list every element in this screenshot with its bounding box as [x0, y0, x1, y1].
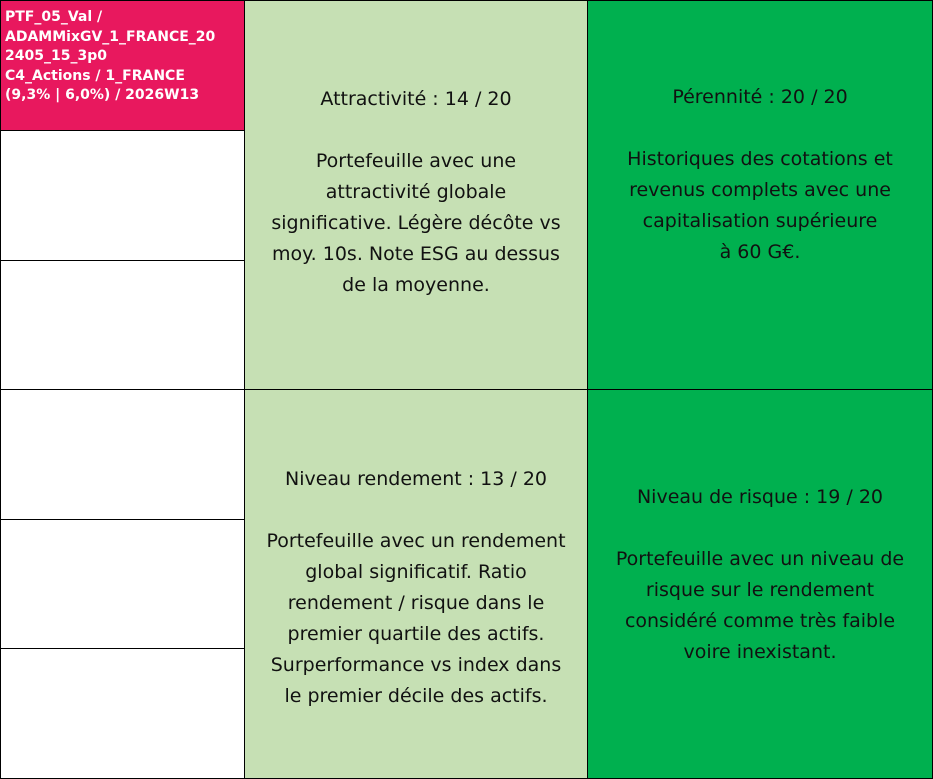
portfolio-header-cell: [0, 0, 245, 131]
empty-cell: [0, 389, 245, 520]
risque-cell: [587, 389, 933, 779]
perennite-description: Historiques des cotations et revenus complets avec une capitalisation supérieure à 60 G€.: [627, 148, 893, 263]
portfolio-line-1: PTF_05_Val /: [5, 9, 103, 25]
portfolio-line-3: 2405_15_3p0: [5, 48, 107, 64]
rendement-cell: [244, 389, 588, 779]
attractivite-title: Attractivité : 14 / 20: [320, 87, 512, 110]
attractivite-cell: [244, 0, 588, 390]
portfolio-line-4: C4_Actions / 1_FRANCE: [5, 67, 185, 84]
empty-cell: [0, 519, 245, 649]
perennite-title: Pérennité : 20 / 20: [672, 86, 848, 108]
risque-description: Portefeuille avec un niveau de risque sur le rendement considéré comme très faible voire inexistant.: [615, 548, 905, 663]
portfolio-line-2: ADAMMixGV_1_FRANCE_20: [5, 28, 216, 45]
attractivite-description: Portefeuille avec une attractivité globale significative. Légère décôte vs moy. 10s. Note ESG au dessus de la moyenne.: [271, 149, 561, 296]
empty-cell: [0, 260, 245, 390]
rendement-description: Portefeuille avec un rendement global significatif. Ratio rendement / risque dans le premier quartile des actifs. Surperformance vs index dans le premier décile des actifs.: [266, 530, 566, 707]
empty-cell: [0, 648, 245, 779]
risque-title: Niveau de risque : 19 / 20: [636, 486, 884, 508]
portfolio-line-5: (9,3% | 6,0%) / 2026W13: [5, 87, 200, 103]
rendement-title: Niveau rendement : 13 / 20: [284, 468, 548, 490]
perennite-cell: [587, 0, 933, 390]
empty-cell: [0, 130, 245, 261]
